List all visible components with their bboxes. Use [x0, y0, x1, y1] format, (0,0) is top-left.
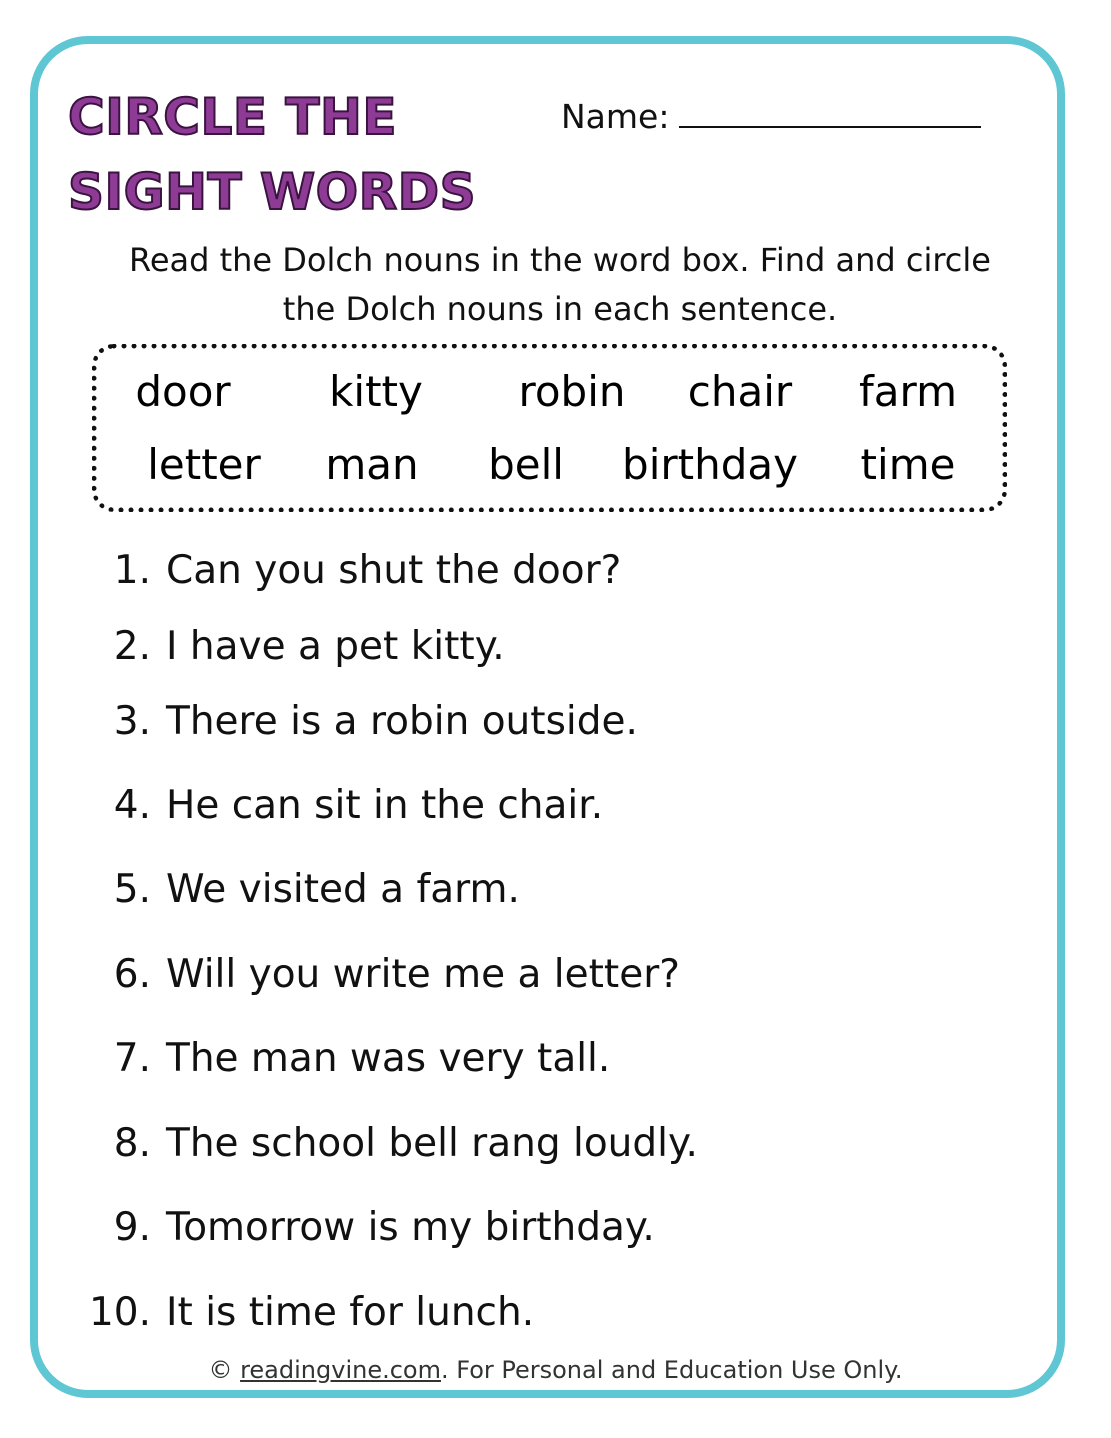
name-label: Name:: [561, 97, 670, 136]
question-text: It is time for lunch.: [166, 1290, 535, 1335]
question-number: 1.: [113, 548, 151, 593]
question-text: We visited a farm.: [166, 867, 520, 912]
question-number: 2.: [113, 624, 151, 669]
word-robin: robin: [518, 367, 626, 416]
worksheet-title: [68, 80, 476, 230]
question-text: He can sit in the chair.: [166, 783, 604, 828]
copyright-symbol: ©: [208, 1356, 233, 1384]
question-text: Will you write me a letter?: [166, 952, 680, 997]
instructions: Read the Dolch nouns in the word box. Find and circle the Dolch nouns in each sentence.: [129, 241, 991, 328]
word-man: man: [325, 440, 419, 489]
word-time: time: [860, 440, 956, 489]
footer-text: . For Personal and Education Use Only.: [440, 1356, 903, 1384]
question-text: The man was very tall.: [166, 1036, 611, 1081]
question-number: 7.: [113, 1036, 151, 1081]
question-number: 5.: [113, 867, 151, 912]
name-blank-line[interactable]: [679, 96, 981, 128]
question-text: Tomorrow is my birthday.: [166, 1205, 655, 1250]
question-text: The school bell rang loudly.: [166, 1121, 698, 1166]
question-text: There is a robin outside.: [166, 699, 638, 744]
question-number: 3.: [113, 699, 151, 744]
question-number: 9.: [113, 1205, 151, 1250]
word-farm: farm: [859, 367, 957, 416]
question-text: I have a pet kitty.: [166, 624, 505, 669]
question-number: 8.: [113, 1121, 151, 1166]
title-line-2: SIGHT WORDS: [68, 163, 477, 221]
word-birthday: birthday: [622, 440, 798, 489]
question-text: Can you shut the door?: [166, 548, 622, 593]
name-field[interactable]: [561, 96, 981, 136]
question-number: 10.: [88, 1290, 151, 1335]
word-kitty: kitty: [329, 367, 423, 416]
word-bell: bell: [488, 440, 564, 489]
word-door: door: [135, 367, 231, 416]
question-number: 6.: [113, 952, 151, 997]
title-line-1: CIRCLE THE: [68, 88, 398, 146]
question-number: 4.: [113, 783, 151, 828]
footer: [0, 1356, 1111, 1384]
word-letter: letter: [147, 440, 261, 489]
site-link[interactable]: readingvine.com: [240, 1356, 441, 1384]
word-chair: chair: [687, 367, 793, 416]
